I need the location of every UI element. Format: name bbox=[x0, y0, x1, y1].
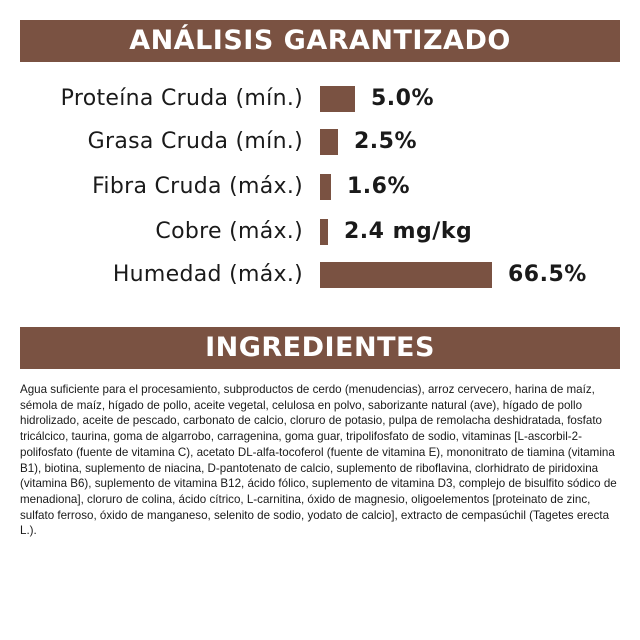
analysis-row-copper bbox=[0, 215, 640, 249]
analysis-bar-copper bbox=[320, 219, 328, 245]
ingredients-list: Agua suficiente para el procesamiento, subproductos de cerdo (menudencias), arroz cervecero, harina de maíz, sémola de maíz, hígado de pollo, aceite vegetal, celulosa en polvo, saborizante natural (ave), hígado de pollo hidrolizado, aceite de pescado, carbonato de calcio, cloruro de potasio, pulpa de remolacha deshidratada, fosfato tricálcico, taurina, goma de algarrobo, carragenina, goma guar, tripolifosfato de sodio, vitaminas [L-ascorbil-2-polifosfato (fuente de vitamina C), acetato DL-alfa-tocoferol (fuente de vitamina E), mononitrato de tiamina (vitamina B1), biotina, suplemento de niacina, D-pantotenato de calcio, suplemento de riboflavina, clorhidrato de piridoxina (vitamina B6), suplemento de vitamina B12, ácido fólico, suplemento de vitamina D3, complejo de bisulfito sódico de menadiona], cloruro de colina, ácido cítrico, L-carnitina, óxido de magnesio, oligoelementos [proteinato de zinc, sulfato ferroso, óxido de manganeso, selenito de sodio, yodato de calcio], extracto de cempasúchil (Tagetes erecta L.). bbox=[20, 383, 617, 538]
analysis-value-fat: 2.5% bbox=[354, 129, 418, 154]
analysis-value-moisture: 66.5% bbox=[508, 262, 587, 287]
analysis-bar-fat bbox=[320, 129, 338, 155]
ingredients-title: INGREDIENTES bbox=[205, 332, 435, 363]
analysis-bar-moisture bbox=[320, 262, 492, 288]
analysis-label-fat: Grasa Cruda (mín.) bbox=[87, 129, 303, 154]
analysis-row-fat bbox=[0, 125, 640, 159]
analysis-bar-protein bbox=[320, 86, 355, 112]
analysis-value-protein: 5.0% bbox=[371, 86, 435, 111]
analysis-value-copper: 2.4 mg/kg bbox=[344, 219, 473, 244]
analysis-title-banner bbox=[20, 20, 620, 62]
analysis-bar-fiber bbox=[320, 174, 331, 200]
analysis-row-moisture bbox=[0, 258, 640, 292]
analysis-row-fiber bbox=[0, 170, 640, 204]
analysis-label-copper: Cobre (máx.) bbox=[155, 219, 303, 244]
analysis-title: ANÁLISIS GARANTIZADO bbox=[129, 25, 511, 56]
analysis-row-protein bbox=[0, 82, 640, 116]
ingredients-title-banner bbox=[20, 327, 620, 369]
analysis-value-fiber: 1.6% bbox=[347, 174, 411, 199]
analysis-label-fiber: Fibra Cruda (máx.) bbox=[92, 174, 303, 199]
analysis-label-protein: Proteína Cruda (mín.) bbox=[60, 86, 303, 111]
analysis-label-moisture: Humedad (máx.) bbox=[112, 262, 303, 287]
